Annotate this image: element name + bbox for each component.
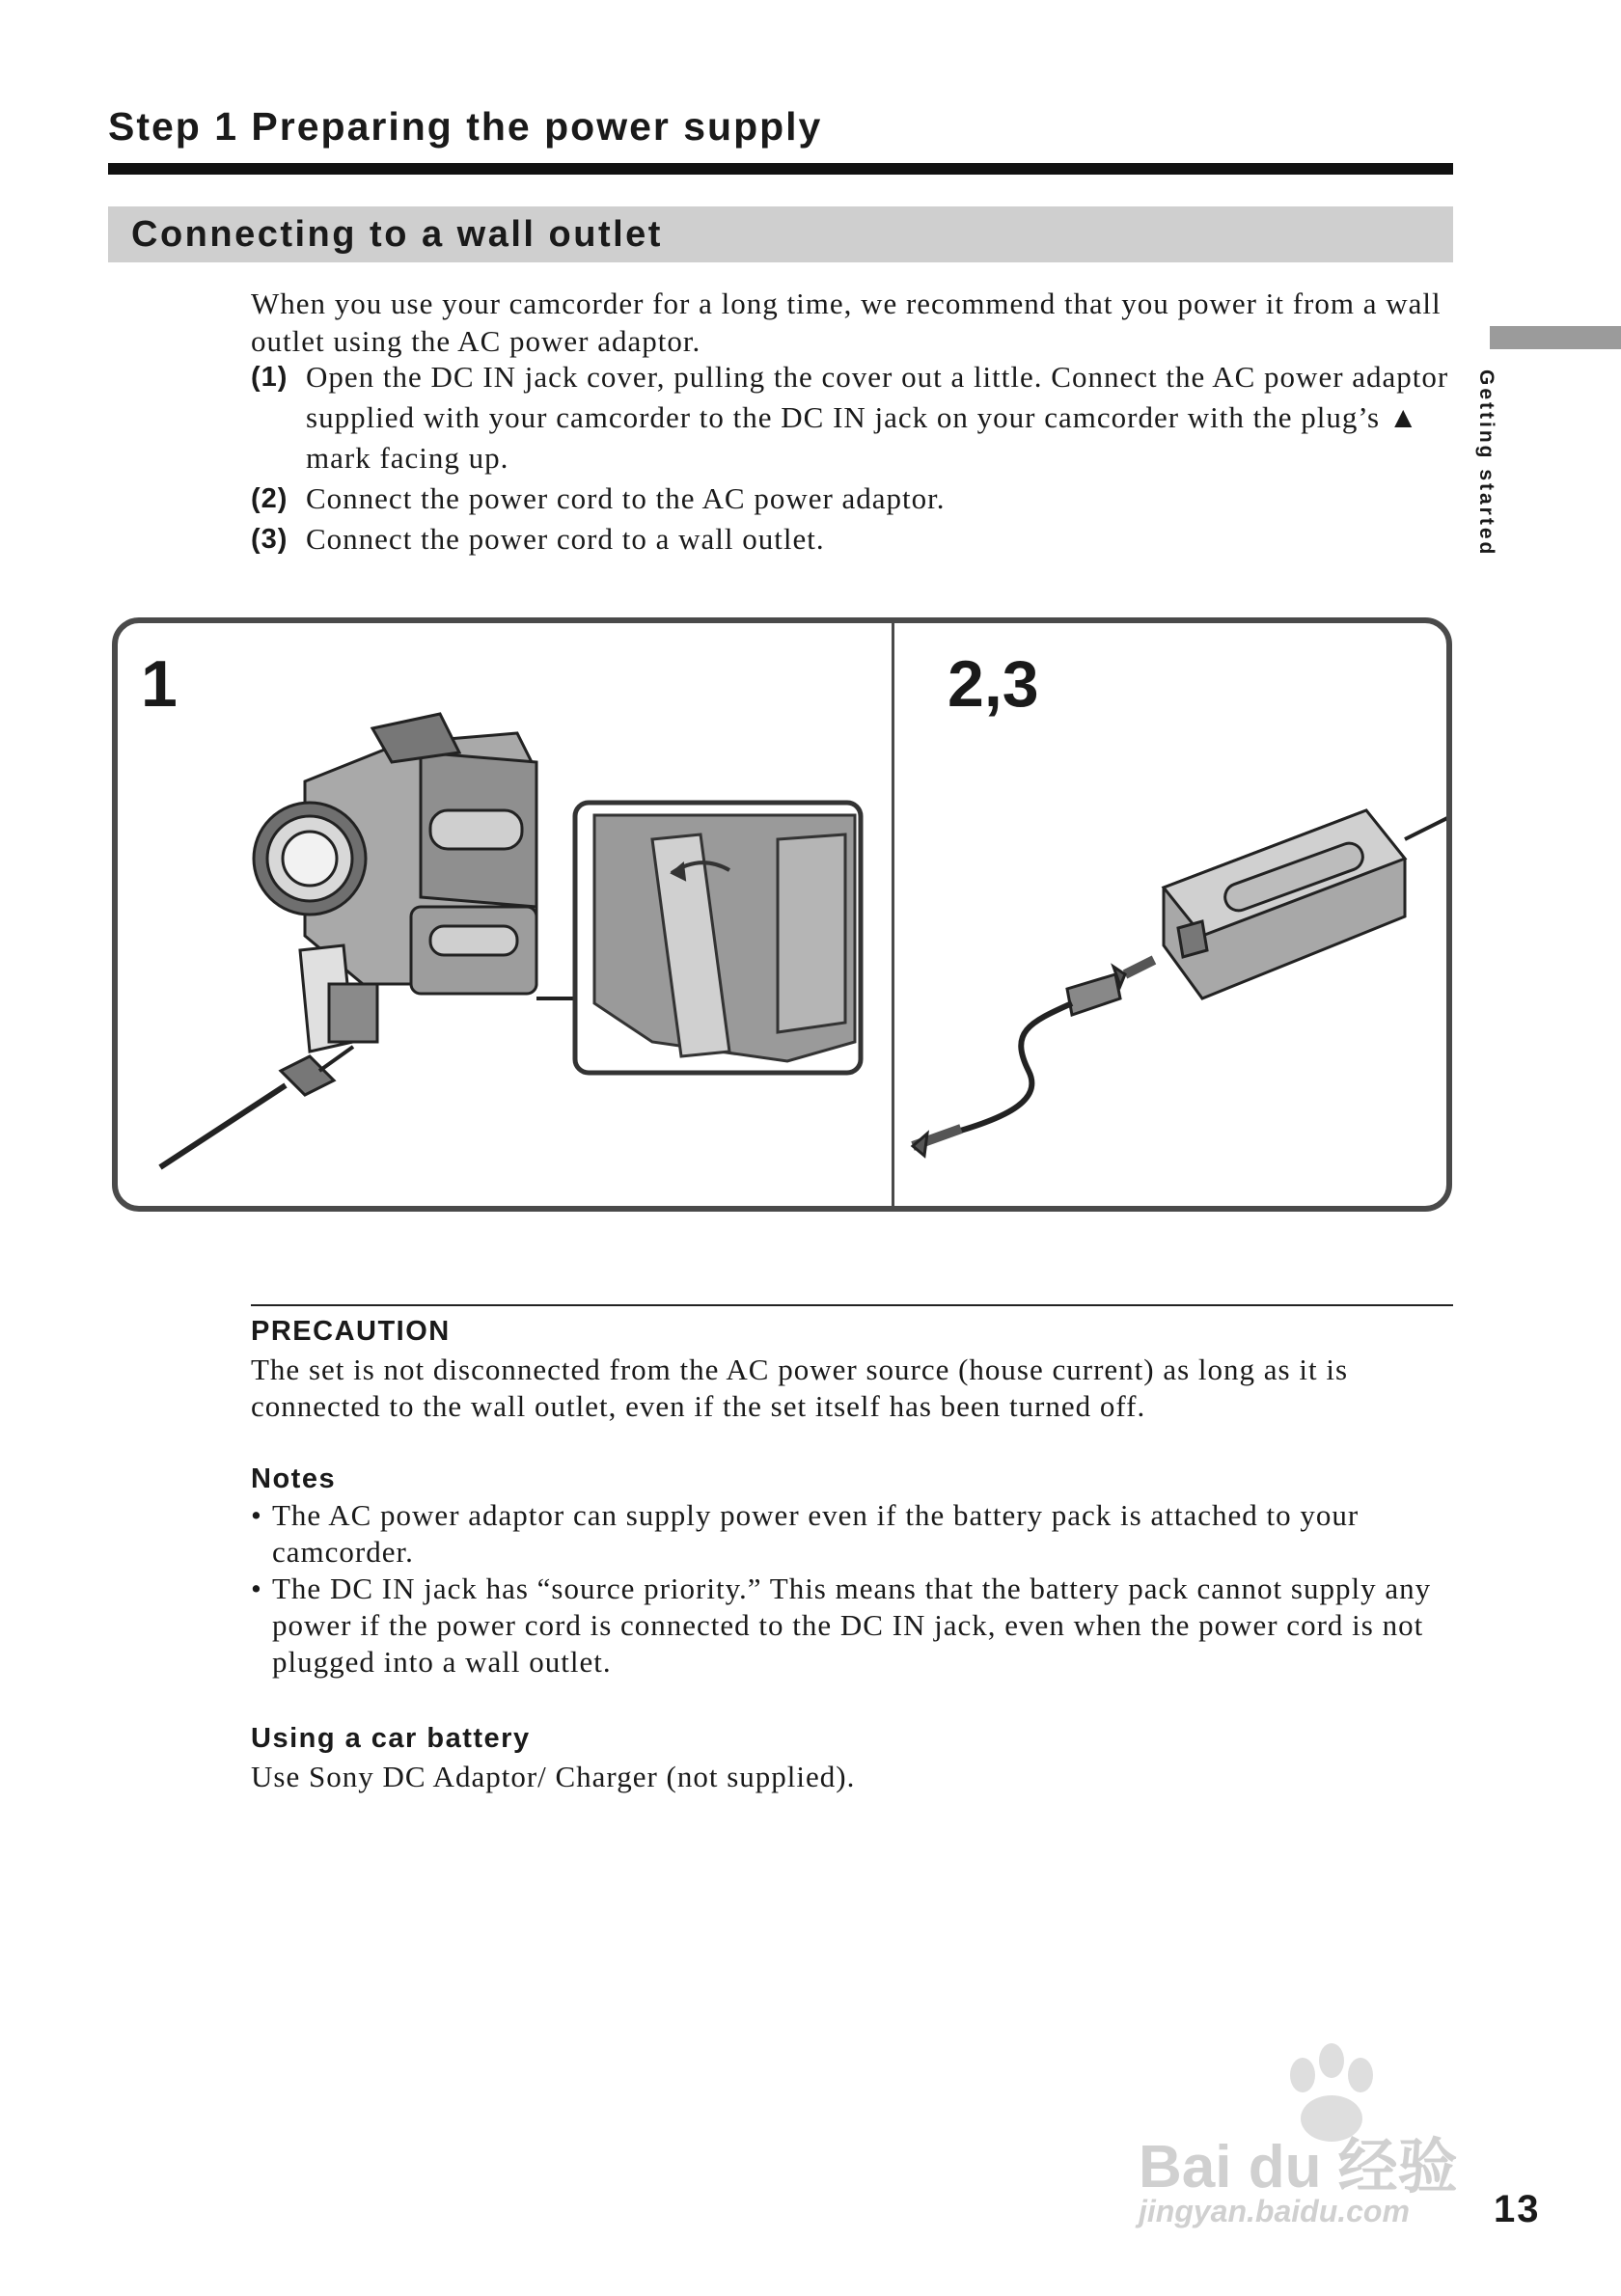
precaution-text: The set is not disconnected from the AC power source (house current) as long as it is connected to the wall outlet, even if the set itself has been turned off. <box>251 1353 1349 1423</box>
panel-label-left: 1 <box>141 647 178 721</box>
step-number: (2) <box>251 483 288 514</box>
note-bullet: • <box>251 1498 262 1532</box>
page-number: 13 <box>1494 2188 1541 2230</box>
precaution-rule <box>251 1304 1453 1306</box>
camcorder-illustration <box>160 714 575 1167</box>
watermark-url: jingyan.baidu.com <box>1139 2194 1410 2228</box>
car-battery-text: Use Sony DC Adaptor/ Charger (not supplied). <box>251 1760 856 1793</box>
note-text: The AC power adaptor can supply power even if the battery pack is attached to your camcorder. <box>272 1498 1360 1569</box>
figure-divider <box>892 617 894 1212</box>
car-battery-heading: Using a car battery <box>251 1723 531 1754</box>
note-text: The DC IN jack has “source priority.” This means that the battery pack cannot supply any power if the power cord is connected to the DC IN jack, even when the power cord is not plugged into a wall outlet. <box>272 1572 1432 1679</box>
panel-label-right: 2,3 <box>948 647 1039 721</box>
step-text: Connect the power cord to the AC power adaptor. <box>306 481 946 515</box>
step-text: Connect the power cord to a wall outlet. <box>306 522 825 556</box>
intro-paragraph: When you use your camcorder for a long time, we recommend that you power it from a wall outlet using the AC power adaptor. <box>251 287 1442 358</box>
baidu-watermark <box>1139 2041 1515 2234</box>
step-number: (3) <box>251 524 288 555</box>
step-text: Open the DC IN jack cover, pulling the cover out a little. Connect the AC power adaptor supplied with your camcorder to the DC IN jack on your camcorder with the plug’s ▲ mark facing up. <box>306 360 1449 475</box>
step-number: (1) <box>251 362 288 393</box>
side-label: Getting started <box>1475 369 1497 558</box>
ac-adaptor-illustration <box>913 810 1452 1156</box>
step-item <box>251 478 1457 519</box>
notes-list <box>251 1497 1457 1681</box>
step-item <box>251 519 1457 560</box>
notes-heading: Notes <box>251 1463 337 1494</box>
note-bullet: • <box>251 1572 262 1605</box>
title-rule <box>108 163 1453 175</box>
illustration-drawing <box>112 617 1452 1212</box>
note-item <box>251 1497 1457 1571</box>
side-tab-marker <box>1490 326 1621 349</box>
step-item <box>251 357 1457 478</box>
step-list <box>251 357 1457 560</box>
section-title: Connecting to a wall outlet <box>131 214 663 255</box>
watermark-brand: Bai du 经验 <box>1139 2134 1458 2200</box>
illustration-frame <box>112 617 1452 1212</box>
note-item <box>251 1571 1457 1681</box>
precaution-heading: PRECAUTION <box>251 1316 451 1347</box>
step-title: Step 1 Preparing the power supply <box>108 104 823 149</box>
zoom-inset <box>575 803 861 1073</box>
